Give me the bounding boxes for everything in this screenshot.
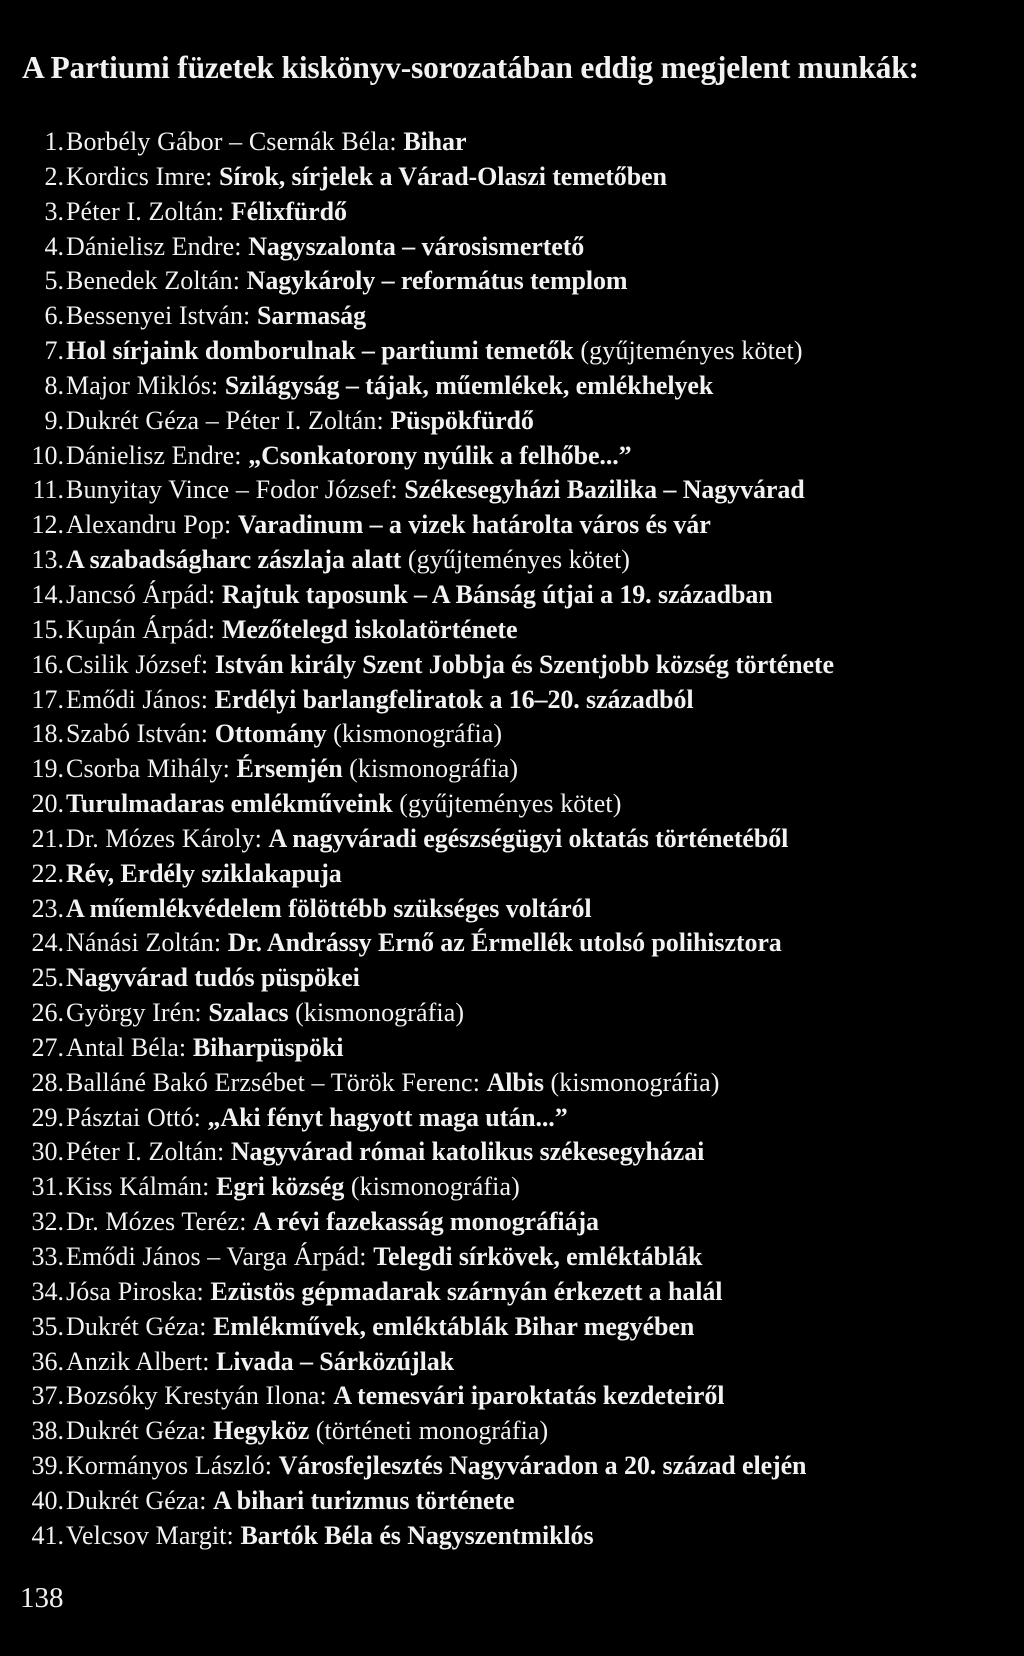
entry-author: Szabó István: <box>66 719 215 749</box>
entry-title: Rajtuk taposunk – A Bánság útjai a 19. században <box>221 579 773 609</box>
book-entry <box>0 473 1024 508</box>
entry-text <box>66 1379 724 1414</box>
entry-text <box>66 404 534 439</box>
entry-title: Rév, Erdély sziklakapuja <box>66 858 342 888</box>
entry-author: Emődi János: <box>66 684 215 714</box>
entry-text <box>66 648 834 683</box>
entry-title: Püspökfürdő <box>390 405 534 435</box>
entry-author: Kiss Kálmán: <box>66 1172 217 1202</box>
entry-number: 5. <box>44 266 64 296</box>
book-entry <box>0 926 1024 961</box>
entry-text <box>66 369 713 404</box>
entry-title: Nagyszalonta – városismertető <box>248 231 585 261</box>
entry-number: 20. <box>31 789 64 819</box>
entry-note: (kismonográfia) <box>344 1172 520 1202</box>
entry-author: Bunyitay Vince – Fodor József: <box>66 475 405 505</box>
book-entry <box>0 1310 1024 1345</box>
entry-text <box>66 961 360 996</box>
book-entry <box>0 613 1024 648</box>
entry-number: 8. <box>44 370 64 400</box>
entry-number: 14. <box>31 579 64 609</box>
entry-title: Telegdi sírkövek, emléktáblák <box>373 1242 703 1271</box>
book-entry <box>0 404 1024 439</box>
book-entry <box>0 299 1024 334</box>
page-number: 138 <box>20 1582 64 1614</box>
entry-title: Bihar <box>403 127 467 156</box>
book-entry <box>0 892 1024 927</box>
entry-number: 36. <box>31 1346 64 1376</box>
entry-note: (kismonográfia) <box>326 719 503 749</box>
entry-note: (történeti monográfia) <box>309 1416 549 1446</box>
entry-title: Varadinum – a vizek határolta város és vár <box>237 510 711 540</box>
book-entry <box>0 683 1024 718</box>
entry-number: 19. <box>31 754 64 784</box>
book-entry <box>0 264 1024 299</box>
entry-title: Ottomány <box>214 719 327 749</box>
entry-author: Anzik Albert: <box>66 1346 217 1376</box>
entry-title: A temesvári iparoktatás kezdeteiről <box>333 1381 725 1411</box>
entry-text <box>66 543 630 578</box>
book-entry <box>0 648 1024 683</box>
entry-title: A szabadságharc zászlaja alatt <box>66 545 402 575</box>
entry-number: 2. <box>44 161 64 191</box>
entry-title: Ezüstös gépmadarak szárnyán érkezett a halál <box>210 1276 723 1306</box>
book-entry <box>0 1066 1024 1101</box>
entry-number: 24. <box>31 928 64 958</box>
entry-title: Székesegyházi Bazilika – Nagyvárad <box>404 475 805 505</box>
entry-title: Biharpüspöki <box>192 1032 344 1062</box>
entry-note: (kismonográfia) <box>288 998 465 1028</box>
entry-text <box>66 578 773 613</box>
book-entry <box>0 1240 1024 1275</box>
entry-title: A révi fazekasság monográfiája <box>253 1207 599 1237</box>
entry-author: Dánielisz Endre: <box>66 440 249 470</box>
entry-text <box>66 892 592 927</box>
entry-number: 18. <box>31 719 64 749</box>
entry-title: A műemlékvédelem fölöttébb szükséges voltáról <box>66 893 592 923</box>
entry-text <box>66 787 621 822</box>
entry-number: 26. <box>31 998 64 1028</box>
book-entry <box>0 752 1024 787</box>
entry-number: 35. <box>31 1311 64 1341</box>
book-entry <box>0 717 1024 752</box>
entry-author: Dukrét Géza: <box>66 1416 214 1446</box>
book-entry <box>0 508 1024 543</box>
entry-text <box>66 1484 514 1519</box>
entry-number: 32. <box>31 1207 64 1237</box>
entry-number: 13. <box>31 545 64 575</box>
entry-number: 27. <box>31 1032 64 1062</box>
entry-number: 34. <box>31 1276 64 1306</box>
book-entry <box>0 787 1024 822</box>
entry-number: 12. <box>31 510 64 540</box>
entry-author: Bozsóky Krestyán Ilona: <box>66 1381 334 1411</box>
entry-number: 38. <box>31 1416 64 1446</box>
entry-note: (kismonográfia) <box>543 1067 720 1097</box>
entry-number: 29. <box>31 1102 64 1132</box>
entry-number: 23. <box>31 893 64 923</box>
entry-author: György Irén: <box>66 998 209 1028</box>
entry-title: Egri község <box>216 1172 345 1202</box>
entry-number: 4. <box>44 231 64 261</box>
entry-number: 17. <box>31 684 64 714</box>
entry-title: Szalacs <box>208 998 289 1028</box>
entry-number: 28. <box>31 1067 64 1097</box>
book-entry <box>0 578 1024 613</box>
entry-title: Turulmadaras emlékműveink <box>66 789 393 819</box>
entry-title: Nagyvárad római katolikus székesegyházai <box>230 1137 705 1167</box>
book-entry <box>0 1414 1024 1449</box>
entry-number: 31. <box>31 1172 64 1202</box>
entry-text <box>66 822 788 857</box>
book-entry <box>0 1379 1024 1414</box>
entry-title: Nagyvárad tudós püspökei <box>66 963 360 993</box>
book-entry <box>0 1345 1024 1380</box>
entry-author: Csorba Mihály: <box>66 754 237 784</box>
entry-number: 25. <box>31 963 64 993</box>
list-heading: A Partiumi füzetek kiskönyv-sorozatában eddig megjelent munkák: <box>22 50 919 85</box>
entry-number: 15. <box>31 614 64 644</box>
entry-title: Szilágyság – tájak, műemlékek, emlékhelyek <box>224 370 714 400</box>
book-entry <box>0 1205 1024 1240</box>
entry-text <box>66 334 803 369</box>
book-entry <box>0 369 1024 404</box>
entry-number: 7. <box>44 336 64 366</box>
entry-text <box>66 1135 704 1170</box>
entry-author: Jancsó Árpád: <box>66 579 222 609</box>
entry-text <box>66 1275 722 1310</box>
entry-text <box>66 508 711 543</box>
entry-text <box>66 683 694 718</box>
entry-author: Dr. Mózes Károly: <box>66 823 269 853</box>
book-entry <box>0 439 1024 474</box>
book-entry <box>0 195 1024 230</box>
entry-number: 30. <box>31 1137 64 1167</box>
entry-text <box>66 1414 548 1449</box>
entry-title: Bartók Béla és Nagyszentmiklós <box>240 1520 594 1550</box>
book-entry <box>0 125 1024 160</box>
book-entry <box>0 1170 1024 1205</box>
entry-author: Dukrét Géza: <box>66 1485 214 1515</box>
book-entry <box>0 1031 1024 1066</box>
entry-number: 10. <box>31 440 64 470</box>
entry-text <box>66 1031 343 1066</box>
entry-author: Antal Béla: <box>66 1032 193 1062</box>
entry-author: Dánielisz Endre: <box>66 231 249 261</box>
book-entry <box>0 996 1024 1031</box>
entry-text <box>66 230 584 265</box>
entry-text <box>66 1449 806 1484</box>
entry-note: (gyűjteményes kötet) <box>573 336 803 366</box>
entry-title: Sarmaság <box>257 301 366 331</box>
entry-title: A bihari turizmus története <box>213 1485 515 1515</box>
entry-author: Velcsov Margit: <box>66 1520 241 1550</box>
entry-text <box>66 1170 520 1205</box>
entry-number: 39. <box>31 1451 64 1481</box>
entry-number: 21. <box>31 823 64 853</box>
entry-text <box>66 125 466 160</box>
entry-title: A nagyváradi egészségügyi oktatás történetéből <box>268 823 789 853</box>
entry-title: Albis <box>486 1067 544 1097</box>
entry-text <box>66 439 632 474</box>
entry-author: Balláné Bakó Erzsébet – Török Ferenc: <box>66 1067 487 1097</box>
entry-author: Nánási Zoltán: <box>66 928 228 958</box>
book-entry <box>0 160 1024 195</box>
book-entry <box>0 1101 1024 1136</box>
entry-title: Hegyköz <box>213 1416 310 1446</box>
entry-number: 1. <box>44 127 64 156</box>
book-entry <box>0 230 1024 265</box>
entry-title: Nagykároly – református templom <box>246 266 628 296</box>
entry-author: Alexandru Pop: <box>66 510 238 540</box>
entry-title: Városfejlesztés Nagyváradon a 20. század elején <box>278 1451 807 1481</box>
book-entry <box>0 334 1024 369</box>
entry-text <box>66 926 782 961</box>
entry-text <box>66 717 502 752</box>
entry-number: 3. <box>44 196 64 226</box>
entry-title: „Csonkatorony nyúlik a felhőbe...” <box>248 440 632 470</box>
entry-author: Borbély Gábor – Csernák Béla: <box>66 127 404 156</box>
book-entry <box>0 1519 1024 1554</box>
entry-text <box>66 1240 702 1275</box>
entry-text <box>66 1066 720 1101</box>
book-entry <box>0 543 1024 578</box>
entry-number: 41. <box>31 1520 64 1550</box>
entry-text <box>66 1205 599 1240</box>
entry-author: Csilik József: <box>66 649 215 679</box>
entry-author: Kupán Árpád: <box>66 614 222 644</box>
entry-author: Bessenyei István: <box>66 301 257 331</box>
entry-text <box>66 857 342 892</box>
entry-title: Livada – Sárközújlak <box>216 1346 454 1376</box>
entry-text <box>66 996 464 1031</box>
entry-author: Jósa Piroska: <box>66 1276 211 1306</box>
entry-title: „Aki fényt hagyott maga után...” <box>207 1102 568 1132</box>
entry-title: István király Szent Jobbja és Szentjobb község története <box>214 649 834 679</box>
entry-text <box>66 1101 568 1136</box>
entry-text <box>66 264 628 299</box>
entry-note: (gyűjteményes kötet) <box>392 789 622 819</box>
entry-title: Érsemjén <box>236 754 343 784</box>
entry-title: Emlékművek, emléktáblák Bihar megyében <box>213 1311 695 1341</box>
entry-text <box>66 195 347 230</box>
book-list <box>0 125 1024 1554</box>
book-entry <box>0 1275 1024 1310</box>
entry-title: Hol sírjaink domborulnak – partiumi temetők <box>66 336 574 366</box>
book-entry <box>0 857 1024 892</box>
entry-author: Dr. Mózes Teréz: <box>66 1207 254 1237</box>
entry-text <box>66 1345 454 1380</box>
entry-title: Sírok, sírjelek a Várad-Olaszi temetőben <box>219 161 667 191</box>
entry-author: Péter I. Zoltán: <box>66 196 231 226</box>
entry-author: Péter I. Zoltán: <box>66 1137 231 1167</box>
entry-title: Mezőtelegd iskolatörténete <box>221 614 518 644</box>
entry-number: 6. <box>44 301 64 331</box>
entry-author: Dukrét Géza – Péter I. Zoltán: <box>66 405 391 435</box>
entry-text <box>66 473 805 508</box>
entry-author: Benedek Zoltán: <box>66 266 247 296</box>
book-entry <box>0 961 1024 996</box>
entry-author: Pásztai Ottó: <box>66 1102 208 1132</box>
entry-number: 16. <box>31 649 64 679</box>
entry-number: 22. <box>31 858 64 888</box>
book-entry <box>0 822 1024 857</box>
entry-note: (kismonográfia) <box>342 754 519 784</box>
entry-title: Dr. Andrássy Ernő az Érmellék utolsó polihisztora <box>227 928 782 958</box>
entry-author: Kordics Imre: <box>66 161 220 191</box>
entry-number: 40. <box>31 1485 64 1515</box>
entry-author: Major Miklós: <box>66 370 225 400</box>
entry-title: Erdélyi barlangfeliratok a 16–20. századból <box>214 684 694 714</box>
entry-number: 11. <box>32 475 64 505</box>
entry-text <box>66 1519 593 1554</box>
entry-text <box>66 752 518 787</box>
entry-author: Emődi János – Varga Árpád: <box>66 1242 374 1271</box>
entry-number: 33. <box>31 1242 64 1271</box>
entry-text <box>66 1310 694 1345</box>
book-entry <box>0 1484 1024 1519</box>
entry-number: 37. <box>31 1381 64 1411</box>
entry-text <box>66 613 517 648</box>
book-entry <box>0 1449 1024 1484</box>
entry-author: Kormányos László: <box>66 1451 279 1481</box>
entry-note: (gyűjteményes kötet) <box>401 545 631 575</box>
entry-text <box>66 160 667 195</box>
entry-text <box>66 299 366 334</box>
entry-number: 9. <box>44 405 64 435</box>
entry-author: Dukrét Géza: <box>66 1311 214 1341</box>
book-entry <box>0 1135 1024 1170</box>
entry-title: Félixfürdő <box>230 196 347 226</box>
